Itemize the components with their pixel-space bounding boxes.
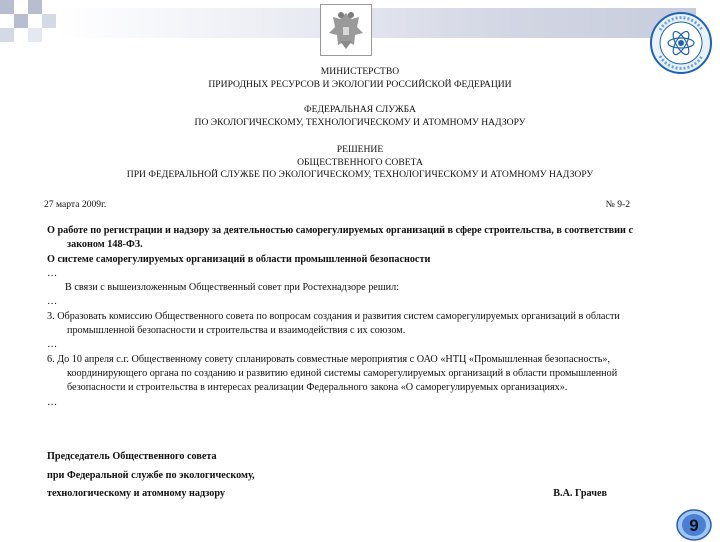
checker-decoration	[0, 0, 56, 44]
decision-line: РЕШЕНИЕ	[336, 144, 384, 155]
page-number-badge	[675, 508, 713, 542]
service-line: ПО ЭКОЛОГИЧЕСКОМУ, ТЕХНОЛОГИЧЕСКОМУ И АТОМНОМУ НАДЗОРУ	[194, 116, 526, 128]
signature-line: технологическому и атомному надзору	[47, 488, 225, 499]
decided-intro: В связи с вышеизложенным Общественный совет при Ростехнадзоре решил:	[65, 282, 400, 294]
signature-block	[47, 448, 607, 504]
decision-line: ОБЩЕСТВЕННОГО СОВЕТА	[297, 156, 423, 168]
topic-item: О работе по регистрации и надзору за деятельностью саморегулируемых организаций в сфере строительства, в соответствии с законом 148-ФЗ.	[47, 225, 633, 251]
service-header	[0, 104, 720, 129]
decision-number: № 9-2	[605, 199, 630, 210]
ministry-line: МИНИСТЕРСТВО	[320, 66, 400, 77]
ministry-line: ПРИРОДНЫХ РЕСУРСОВ И ЭКОЛОГИИ РОССИЙСКОЙ ФЕДЕРАЦИИ	[208, 78, 512, 90]
ellipsis: …	[47, 396, 58, 408]
ministry-header	[0, 66, 720, 91]
decision-date: 27 марта 2009г.	[44, 199, 107, 210]
decision-item: 6. До 10 апреля с.г. Общественному совету спланировать совместные мероприятия с ОАО «НТЦ «Промышленная безопасность», координирующего органа по созданию и развитию единой системы саморегулируемых организаций в области промышленной безопасности и строительства в интересах реализации Федерального закона «О саморегулируемых организациях».	[47, 353, 618, 394]
ellipsis: …	[47, 296, 58, 308]
decision-header	[0, 144, 720, 182]
service-line: ФЕДЕРАЛЬНАЯ СЛУЖБА	[304, 104, 416, 115]
ellipsis: …	[47, 267, 58, 279]
signatory-name: В.А. Грачев	[553, 488, 607, 499]
gradient-stripe	[56, 8, 696, 38]
topic-item: О системе саморегулируемых организаций в области промышленной безопасности	[47, 253, 431, 265]
decision-body	[47, 224, 667, 410]
signature-line: при Федеральной службе по экологическому,	[47, 469, 255, 481]
council-seal-icon	[650, 12, 712, 74]
coat-of-arms-icon	[320, 4, 372, 56]
ellipsis: …	[47, 339, 58, 351]
signature-line: Председатель Общественного совета	[47, 451, 217, 462]
page-number: 9	[689, 516, 699, 535]
decision-item: 3. Образовать комиссию Общественного совета по вопросам создания и развития систем саморегулируемых организаций в области промышленной безопасности и строительства и взаимодействия с их союзом.	[47, 310, 620, 337]
decision-line: ПРИ ФЕДЕРАЛЬНОЙ СЛУЖБЕ ПО ЭКОЛОГИЧЕСКОМУ, ТЕХНОЛОГИЧЕСКОМУ И АТОМНОМУ НАДЗОРУ	[126, 169, 594, 180]
